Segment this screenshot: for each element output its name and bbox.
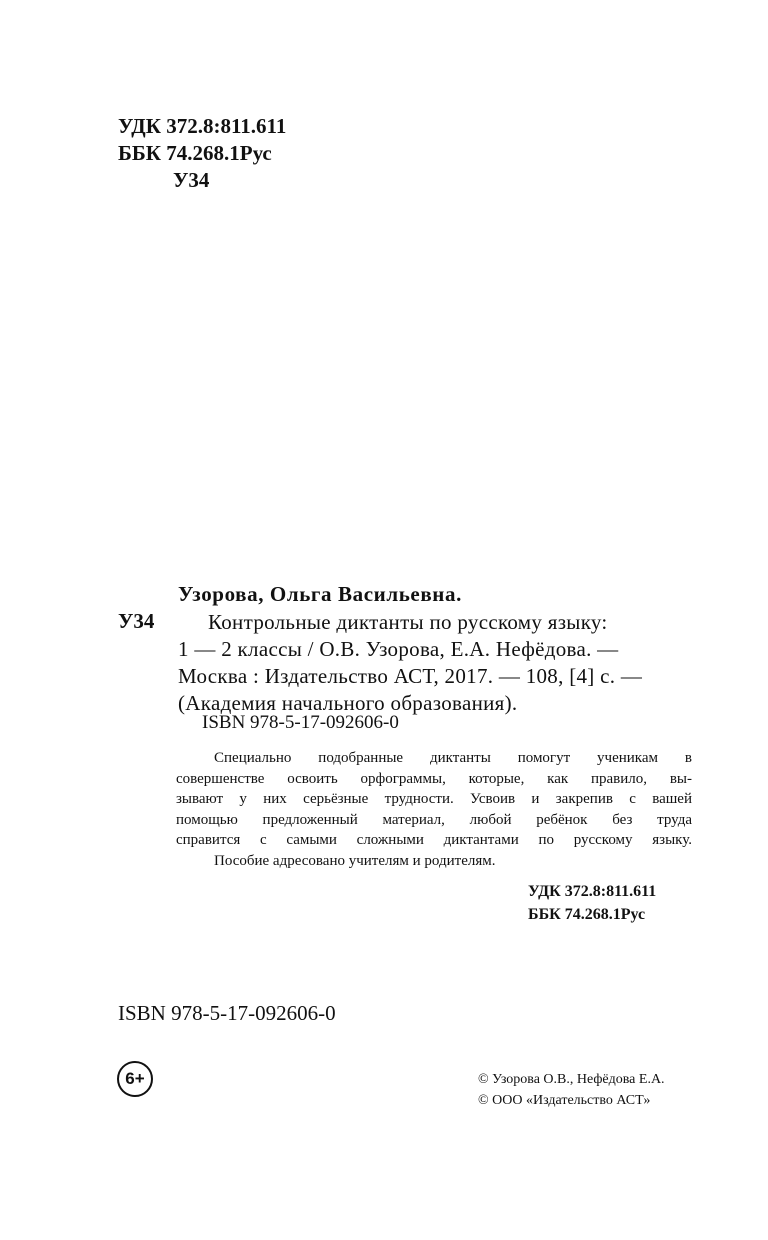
bottom-bbk-code: ББК 74.268.1Рус [528, 906, 646, 923]
copyright-authors: © Узорова О.В., Нефёдова Е.А. [478, 1072, 665, 1087]
bottom-udk-code: УДК 372.8:811.611 [528, 883, 657, 900]
bibliography-isbn: ISBN 978-5-17-092606-0 [202, 712, 399, 733]
isbn-bottom: ISBN 978-5-17-092606-0 [118, 1001, 336, 1025]
copyright-block [478, 1069, 665, 1111]
copyright-publisher: © ООО «Издательство АСТ» [478, 1093, 651, 1108]
annotation-line: зывают у них серьёзные трудности. Усвоив и закрепив с вашей [176, 791, 692, 807]
bibliographic-description [178, 609, 642, 717]
annotation-line: помощью предложенный материал, любой ребёнок без труда [176, 811, 692, 828]
annotation-line: справится с самыми сложными диктантами по русскому языку. [176, 832, 692, 848]
bib-line-series: (Академия начального образования). [178, 691, 518, 715]
top-classification-codes [118, 113, 286, 194]
age-rating-badge: 6+ [117, 1061, 153, 1097]
annotation-line: совершенстве освоить орфограммы, которые, как правило, вы- [176, 770, 692, 787]
bib-line-authors: 1 — 2 классы / О.В. Узорова, Е.А. Нефёдова. — [178, 637, 619, 661]
author-mark: У34 [173, 168, 210, 192]
udk-code: УДК 372.8:811.611 [118, 114, 287, 138]
annotation [176, 748, 692, 871]
annotation-line: Пособие адресовано учителям и родителям. [214, 852, 496, 869]
bibliography-author-mark: У34 [118, 609, 155, 633]
bbk-code: ББК 74.268.1Рус [118, 141, 272, 165]
bib-line-publisher: Москва : Издательство АСТ, 2017. — 108, [4] с. — [178, 664, 643, 688]
bib-line-title: Контрольные диктанты по русскому языку: [208, 610, 608, 634]
bottom-classification-codes [528, 880, 656, 926]
annotation-line: Специально подобранные диктанты помогут ученикам в [214, 750, 692, 766]
author-name: Узорова, Ольга Васильевна. [178, 582, 462, 606]
